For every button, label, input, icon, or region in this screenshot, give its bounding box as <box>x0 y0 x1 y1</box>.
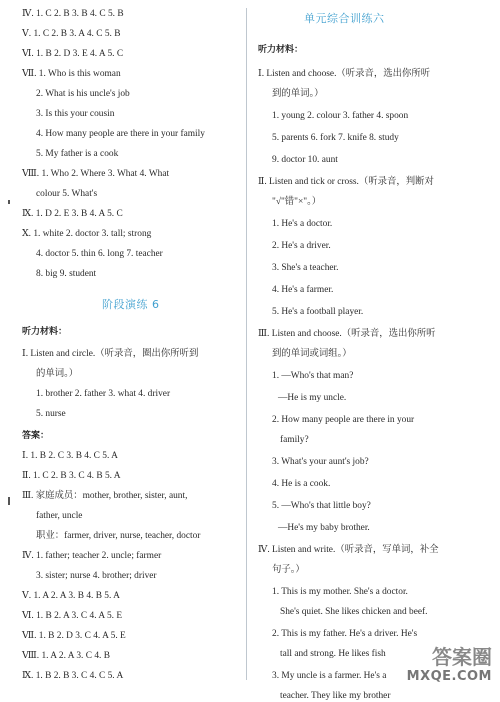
listening-line: 2. This is my father. He's a driver. He's <box>272 629 418 639</box>
section-title: 单元综合训练六 <box>304 12 385 25</box>
answer-line: Ⅵ. 1. B 2. A 3. C 4. A 5. E <box>22 611 123 621</box>
listening-line: 3. My uncle is a farmer. He's a <box>272 671 387 681</box>
watermark-logo: 答案圈 <box>432 645 492 669</box>
answer-line: Ⅶ. 1. B 2. D 3. C 4. A 5. E <box>22 631 126 641</box>
listening-line: 1. young 2. colour 3. father 4. spoon <box>272 111 409 121</box>
listening-line: Ⅰ. Listen and choose.（听录音，选出你所听 <box>258 69 431 79</box>
answer-line: Ⅴ. 1. C 2. B 3. A 4. C 5. B <box>22 29 121 39</box>
listening-line: Ⅲ. Listen and choose.（听录音，选出你所听 <box>258 329 436 339</box>
listening-line: 9. doctor 10. aunt <box>272 155 338 165</box>
listening-line: 2. He's a driver. <box>272 241 331 251</box>
listening-line: 到的单词或词组。） <box>272 349 352 359</box>
section-title: 阶段演练 6 <box>102 298 160 311</box>
answer-line: 3. sister; nurse 4. brother; driver <box>36 571 157 581</box>
answer-line: 4. doctor 5. thin 6. long 7. teacher <box>36 249 163 259</box>
listening-line: 2. How many people are there in your <box>272 415 415 425</box>
listening-line: 句子。） <box>272 565 305 575</box>
answer-line: Ⅷ. 1. Who 2. Where 3. What 4. What <box>22 169 170 179</box>
listening-line: 5. He's a football player. <box>272 307 364 317</box>
page-mark <box>8 200 10 204</box>
answer-line: colour 5. What's <box>36 189 98 199</box>
answer-line: Ⅵ. 1. B 2. D 3. E 4. A 5. C <box>22 49 124 59</box>
listening-label: 听力材料： <box>258 45 304 55</box>
listening-line: 3. What's your aunt's job? <box>272 457 369 467</box>
answer-line: 5. My father is a cook <box>36 149 119 159</box>
listening-line: 4. He is a cook. <box>272 479 331 489</box>
listening-line: 4. He's a farmer. <box>272 285 334 295</box>
answer-line: 职业：farmer, driver, nurse, teacher, doctor <box>36 531 201 541</box>
listening-line: 5. parents 6. fork 7. knife 8. study <box>272 133 399 143</box>
answer-line: Ⅴ. 1. A 2. A 3. B 4. B 5. A <box>22 591 120 601</box>
answer-line: Ⅶ. 1. Who is this woman <box>22 69 121 79</box>
answer-line: Ⅷ. 1. A 2. A 3. C 4. B <box>22 651 110 661</box>
answer-line: Ⅹ. 1. white 2. doctor 3. tall; strong <box>22 229 152 239</box>
listening-line: 1. This is my mother. She's a doctor. <box>272 587 408 597</box>
watermark-url: MXQE.COM <box>406 669 492 684</box>
listening-line: —He is my uncle. <box>278 393 347 403</box>
answer-label: 答案： <box>22 431 50 441</box>
answer-line: 2. What is his uncle's job <box>36 89 130 99</box>
answer-line: Ⅳ. 1. C 2. B 3. B 4. C 5. B <box>22 9 124 19</box>
listening-line: 1. —Who's that man? <box>272 371 354 381</box>
listening-line: 到的单词。） <box>272 89 324 99</box>
listening-line: "√"错"×"。） <box>272 197 322 207</box>
answer-line: 4. How many people are there in your family <box>36 129 205 139</box>
page-mark <box>8 497 10 505</box>
answer-line: 3. Is this your cousin <box>36 109 115 119</box>
answer-line: Ⅸ. 1. B 2. B 3. C 4. C 5. A <box>22 671 124 681</box>
answer-line: Ⅰ. 1. B 2. C 3. B 4. C 5. A <box>22 451 118 461</box>
answer-line: Ⅸ. 1. D 2. E 3. B 4. A 5. C <box>22 209 123 219</box>
listening-line: teacher. They like my brother <box>280 691 391 701</box>
answer-line: father, uncle <box>36 511 83 521</box>
listening-line: Ⅳ. Listen and write.（听录音，写单词，补全 <box>258 545 439 555</box>
listening-line: —He's my baby brother. <box>278 523 370 533</box>
listening-line: 5. nurse <box>36 409 66 419</box>
listening-line: 1. He's a doctor. <box>272 219 333 229</box>
listening-line: 的单词。） <box>36 369 79 379</box>
listening-line: Ⅱ. Listen and tick or cross.（听录音，判断对 <box>258 177 434 187</box>
answer-line: 8. big 9. student <box>36 269 97 279</box>
listening-line: Ⅰ. Listen and circle.（听录音，圈出你所听到 <box>22 349 199 359</box>
answer-line: Ⅲ. 家庭成员：mother, brother, sister, aunt, <box>22 491 188 501</box>
listening-line: She's quiet. She likes chicken and beef. <box>280 607 428 617</box>
listening-line: 5. —Who's that little boy? <box>272 501 371 511</box>
answer-line: Ⅳ. 1. father; teacher 2. uncle; farmer <box>22 551 162 561</box>
listening-line: family? <box>280 435 309 445</box>
listening-label: 听力材料： <box>22 327 68 337</box>
listening-line: tall and strong. He likes fish <box>280 649 386 659</box>
column-divider <box>246 8 247 680</box>
answer-line: Ⅱ. 1. C 2. B 3. C 4. B 5. A <box>22 471 121 481</box>
listening-line: 3. She's a teacher. <box>272 263 339 273</box>
listening-line: 1. brother 2. father 3. what 4. driver <box>36 389 171 399</box>
